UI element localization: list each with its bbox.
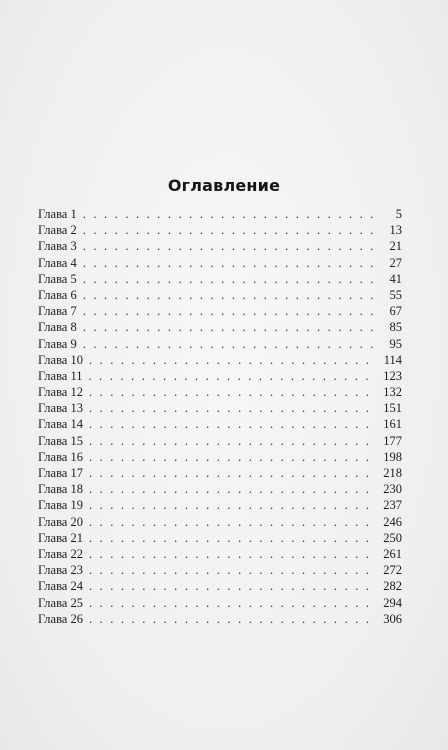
page-number: 198	[383, 449, 402, 464]
toc-title: Оглавление	[167, 176, 281, 195]
toc-entry	[38, 578, 402, 594]
toc-entry	[38, 255, 402, 271]
page-number: 306	[383, 611, 402, 626]
page-number: 151	[383, 401, 402, 416]
dot-leader	[89, 384, 376, 400]
page-number: 250	[383, 530, 402, 545]
page-number: 261	[383, 546, 402, 561]
dot-leader	[89, 449, 376, 465]
toc-entry	[38, 206, 402, 222]
chapter-label: Глава 12	[38, 385, 83, 400]
page-number: 177	[383, 433, 402, 448]
chapter-label: Глава 3	[38, 239, 77, 254]
chapter-label: Глава 10	[38, 352, 83, 367]
page-number: 13	[389, 223, 402, 238]
page-number: 294	[383, 595, 402, 610]
toc-entry	[38, 481, 402, 497]
chapter-label: Глава 25	[38, 595, 83, 610]
toc-entry	[38, 449, 402, 465]
chapter-label: Глава 6	[38, 287, 77, 302]
page-number: 218	[383, 466, 402, 480]
toc-entry	[38, 222, 402, 238]
dot-leader	[89, 514, 376, 530]
page-number: 114	[383, 352, 402, 367]
page-number: 272	[383, 563, 402, 578]
chapter-label: Глава 20	[38, 514, 83, 529]
toc-entry	[38, 303, 402, 319]
toc-entry	[38, 400, 402, 416]
page-number: 230	[383, 482, 402, 497]
dot-leader	[89, 497, 376, 513]
dot-leader	[89, 352, 376, 368]
chapter-label: Глава 9	[38, 336, 77, 351]
dot-leader	[83, 271, 376, 287]
chapter-label: Глава 16	[38, 449, 83, 464]
dot-leader	[89, 433, 376, 449]
page-number: 132	[383, 385, 402, 400]
page-number: 27	[389, 255, 402, 270]
chapter-label: Глава 18	[38, 482, 83, 497]
chapter-label: Глава 5	[38, 271, 77, 286]
page-number: 246	[383, 514, 402, 529]
chapter-label: Глава 26	[38, 611, 83, 626]
toc-entry	[38, 546, 402, 562]
dot-leader	[83, 336, 376, 352]
toc-entry	[38, 352, 402, 368]
toc-entry	[38, 465, 402, 481]
toc-entry	[38, 530, 402, 546]
toc-entry	[38, 271, 402, 287]
page-number: 5	[395, 207, 402, 221]
dot-leader	[83, 206, 376, 222]
chapter-label: Глава 15	[38, 433, 83, 448]
toc-entry	[38, 384, 402, 400]
chapter-label: Глава 8	[38, 320, 77, 335]
toc-entry	[38, 497, 402, 513]
chapter-label: Глава 22	[38, 546, 83, 561]
chapter-label: Глава 1	[38, 207, 77, 221]
dot-leader	[83, 222, 376, 238]
dot-leader	[89, 481, 376, 497]
chapter-label: Глава 24	[38, 579, 83, 594]
chapter-label: Глава 21	[38, 530, 83, 545]
page-number: 282	[383, 579, 402, 594]
toc-entry	[38, 416, 402, 432]
chapter-label: Глава 11	[38, 368, 83, 383]
dot-leader	[89, 578, 376, 594]
page-number: 41	[389, 271, 402, 286]
page-number: 67	[389, 304, 402, 319]
page-number: 237	[383, 498, 402, 513]
toc-entry	[38, 238, 402, 254]
page-number: 21	[389, 239, 402, 254]
toc-entry	[38, 514, 402, 530]
dot-leader	[89, 400, 376, 416]
chapter-label: Глава 2	[38, 223, 77, 238]
page-number: 161	[383, 417, 402, 432]
toc-entry	[38, 368, 402, 384]
page-number: 123	[383, 368, 402, 383]
toc-entry	[38, 336, 402, 352]
dot-leader	[83, 255, 376, 271]
chapter-label: Глава 4	[38, 255, 77, 270]
dot-leader	[89, 611, 376, 627]
dot-leader	[89, 368, 376, 384]
dot-leader	[89, 530, 376, 546]
dot-leader	[89, 546, 376, 562]
dot-leader	[83, 303, 376, 319]
page-number: 55	[389, 287, 402, 302]
dot-leader	[83, 287, 376, 303]
table-of-contents	[38, 206, 402, 627]
toc-entry	[38, 611, 402, 627]
page-number: 95	[389, 336, 402, 351]
toc-entry	[38, 319, 402, 335]
dot-leader	[83, 319, 376, 335]
chapter-label: Глава 19	[38, 498, 83, 513]
toc-entry	[38, 433, 402, 449]
page-number: 85	[389, 320, 402, 335]
toc-entry	[38, 595, 402, 611]
chapter-label: Глава 7	[38, 304, 77, 319]
dot-leader	[89, 416, 376, 432]
toc-entry	[38, 287, 402, 303]
dot-leader	[89, 595, 376, 611]
chapter-label: Глава 17	[38, 466, 83, 480]
chapter-label: Глава 23	[38, 563, 83, 578]
chapter-label: Глава 13	[38, 401, 83, 416]
toc-entry	[38, 562, 402, 578]
dot-leader	[89, 562, 376, 578]
dot-leader	[83, 238, 376, 254]
dot-leader	[89, 465, 376, 481]
chapter-label: Глава 14	[38, 417, 83, 432]
